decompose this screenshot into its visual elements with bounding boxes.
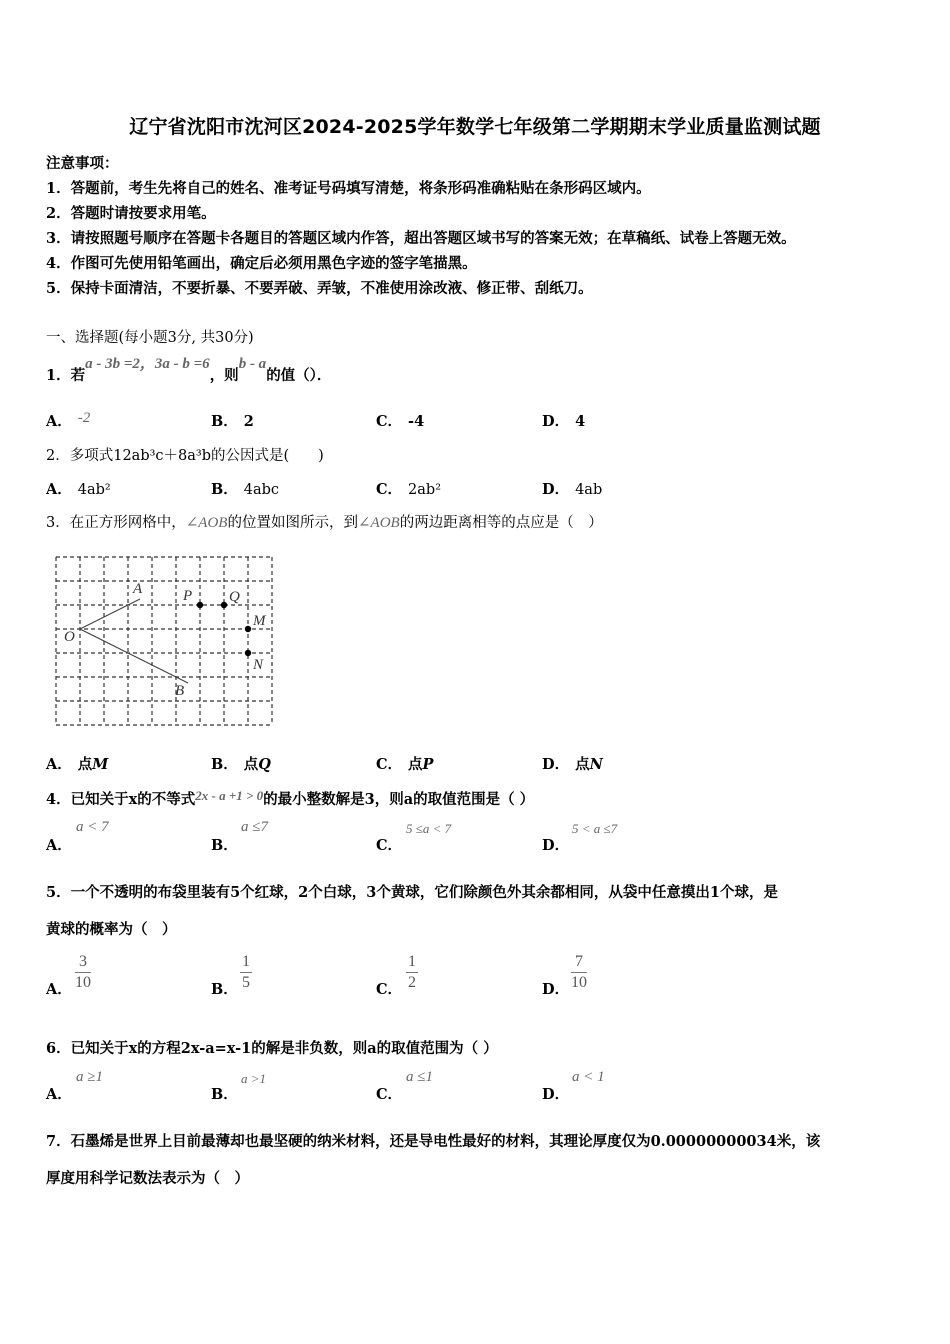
ray-oa (80, 599, 140, 629)
label-p: P (183, 588, 193, 604)
q1-expression: b - a (238, 356, 267, 372)
q2-option-a[interactable]: A． 4ab² (46, 481, 111, 498)
point-n (245, 650, 251, 656)
q5-option-b[interactable]: B． (211, 981, 238, 998)
q4-option-b[interactable]: B． a ≤7 (211, 819, 268, 854)
question-1: 1．若a - 3b =2，3a - b =6，则b - a的值（）． (46, 356, 332, 384)
notice-item: 5．保持卡面清洁，不要折暴、不要弄破、弄皱，不准使用涂改液、修正带、刮纸刀。 (46, 280, 593, 297)
q1-option-d[interactable]: D． 4 (542, 413, 586, 430)
notice-heading: 注意事项： (46, 155, 119, 172)
question-3: 3．在正方形网格中，∠AOB的位置如图所示，到∠AOB的两边距离相等的点应是（ ） (46, 515, 603, 531)
q1-option-b[interactable]: B． 2 (211, 413, 254, 430)
q3-option-c[interactable]: C． 点P (376, 756, 434, 773)
label-o: O (64, 629, 75, 645)
grid-figure (52, 553, 278, 731)
q5-option-a[interactable]: A． (46, 981, 72, 998)
q4-option-d[interactable]: D． 5 < a ≤7 (542, 821, 618, 854)
notice-item: 4．作图可先使用铅笔画出，确定后必须用黑色字迹的签字笔描黑。 (46, 255, 477, 272)
question-7-line-1: 7．石墨烯是世界上目前最薄却也最坚硬的纳米材料，还是导电性最好的材料，其理论厚度仅为0.00000000034米，该 (46, 1133, 821, 1150)
q5-option-d-fraction: $\frac{7}{10}$ (571, 953, 587, 991)
notice-item: 2．答题时请按要求用笔。 (46, 205, 216, 222)
label-b: B (175, 683, 185, 699)
question-7-line-2: 厚度用科学记数法表示为（ ） (46, 1170, 249, 1187)
label-n: N (253, 657, 264, 673)
page-title: 辽宁省沈阳市沈河区2024-2025学年数学七年级第二学期期末学业质量监测试题 (129, 116, 821, 138)
label-m: M (253, 613, 266, 629)
q5-option-a-fraction: $\frac{3}{10}$ (75, 953, 91, 991)
point-m (245, 626, 251, 632)
q2-option-b[interactable]: B． 4abc (211, 481, 280, 498)
q5-option-c[interactable]: C． (376, 981, 403, 998)
q2-option-d[interactable]: D． 4ab (542, 481, 603, 498)
q5-option-b-fraction: $\frac{1}{5}$ (242, 953, 250, 991)
ray-ob (80, 629, 188, 683)
label-q: Q (229, 589, 240, 605)
q1-option-c[interactable]: C． -4 (376, 413, 425, 430)
q1-condition: a - 3b =2，3a - b =6 (85, 356, 210, 372)
q2-option-c[interactable]: C． 2ab² (376, 481, 442, 498)
q6-option-a[interactable]: A． a ≥1 (46, 1069, 103, 1103)
q6-option-b[interactable]: B． a >1 (211, 1071, 267, 1103)
q3-option-b[interactable]: B． 点Q (211, 756, 271, 773)
section-heading: 一、选择题(每小题3分, 共30分) (46, 330, 254, 346)
question-2: 2．多项式12ab³c＋8a³b的公因式是( ) (46, 448, 324, 464)
label-a: A (133, 581, 143, 597)
q6-option-d[interactable]: D． a < 1 (542, 1069, 605, 1103)
q4-option-c[interactable]: C． 5 ≤a < 7 (376, 821, 452, 854)
question-6: 6．已知关于x的方程2x-a=x-1的解是非负数，则a的取值范围为（ ） (46, 1040, 498, 1057)
question-4: 4．已知关于x的不等式2x - a +1 > 0的最小整数解是3，则a的取值范围是（ ） (46, 788, 535, 808)
q6-option-c[interactable]: C． a ≤1 (376, 1069, 433, 1103)
question-5-line-1: 5．一个不透明的布袋里装有5个红球，2个白球，3个黄球，它们除颜色外其余都相同，从袋中任意摸出1个球，是 (46, 884, 778, 901)
notice-item: 3．请按照题号顺序在答题卡各题目的答题区域内作答，超出答题区域书写的答案无效；在草稿纸、试卷上答题无效。 (46, 230, 796, 247)
q1-option-a[interactable]: A． -2 (46, 410, 91, 430)
point-q (221, 602, 227, 608)
notice-item: 1．答题前，考生先将自己的姓名、准考证号码填写清楚，将条形码准确粘贴在条形码区域内。 (46, 180, 651, 197)
point-p (197, 602, 203, 608)
q5-option-c-fraction: $\frac{1}{2}$ (408, 953, 416, 991)
q3-option-a[interactable]: A． 点M (46, 756, 109, 773)
q4-inequality: 2x - a +1 > 0 (195, 788, 264, 803)
question-5-line-2: 黄球的概率为（ ） (46, 921, 177, 938)
q5-option-d[interactable]: D． (542, 981, 570, 998)
q3-option-d[interactable]: D． 点N (542, 756, 603, 773)
q4-option-a[interactable]: A． a < 7 (46, 819, 109, 854)
